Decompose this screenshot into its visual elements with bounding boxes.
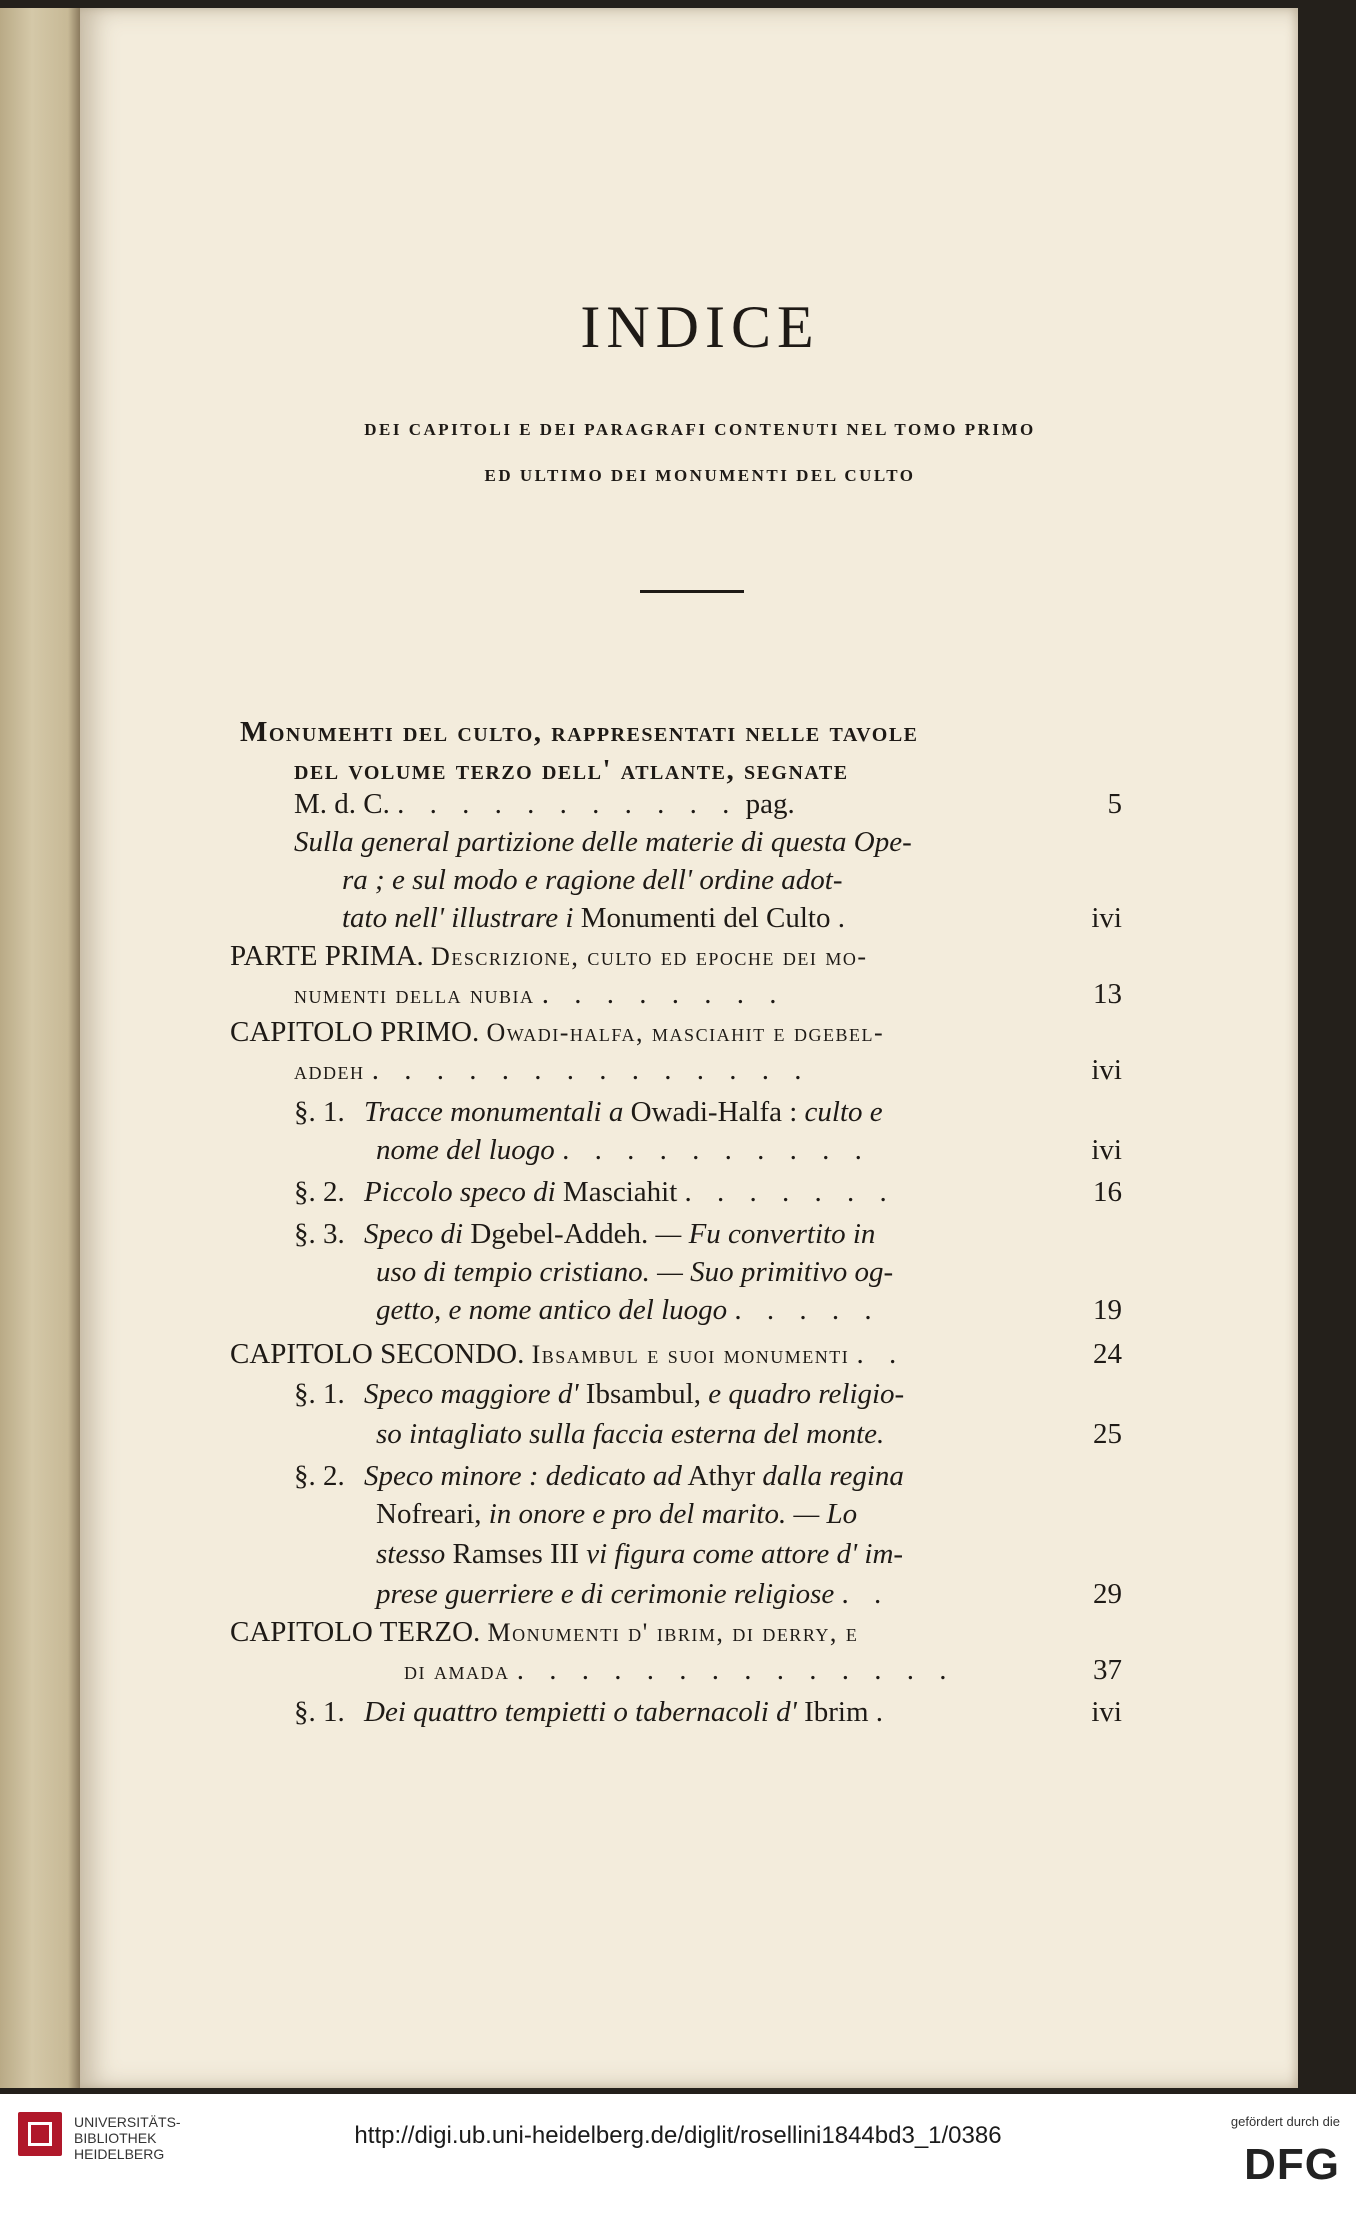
toc-entry-line bbox=[376, 1134, 1122, 1167]
toc-text: prese guerriere e di cerimonie religiose bbox=[376, 1578, 835, 1610]
leader-dots: . . . . . . . . . . . . . . bbox=[516, 1654, 956, 1686]
toc-text: uso di tempio cristiano. — Suo primitivo og- bbox=[376, 1256, 894, 1288]
page-title: INDICE bbox=[580, 294, 820, 360]
toc-entry-line bbox=[294, 1218, 875, 1251]
toc-entry-line bbox=[294, 978, 1122, 1011]
toc-text: Ibsambul e suoi monumenti bbox=[531, 1340, 850, 1369]
toc-text: Nofreari, bbox=[376, 1498, 482, 1530]
subtitle-line-1: DEI CAPITOLI E DEI PARAGRAFI CONTENUTI NEL TOMO PRIMO bbox=[364, 420, 1036, 439]
funding-note: gefördert durch die bbox=[1230, 2114, 1340, 2129]
toc-entry-line bbox=[294, 1378, 904, 1411]
toc-text: Speco minore : dedicato ad bbox=[364, 1460, 682, 1492]
toc-text: Dei quattro tempietti o tabernacoli d' bbox=[364, 1696, 797, 1728]
toc-text: Dgebel-Addeh. bbox=[470, 1218, 649, 1250]
toc-text: Sulla general partizione delle materie di questa Ope- bbox=[294, 826, 912, 858]
toc-text: stesso bbox=[376, 1538, 446, 1570]
leader-dots: . . bbox=[856, 1338, 906, 1370]
leader-dots: . . . . . . . bbox=[684, 1176, 896, 1208]
toc-text: so intagliato sulla faccia esterna del monte. bbox=[376, 1418, 885, 1450]
toc-text: Monumenti del Culto bbox=[580, 902, 831, 934]
toc-entry-line bbox=[294, 754, 849, 787]
page-number: ivi bbox=[1091, 902, 1122, 934]
toc-entry-line bbox=[342, 902, 1122, 935]
toc-entry-line bbox=[294, 788, 1122, 821]
toc-text: Athyr bbox=[687, 1460, 756, 1492]
toc-text: nome del luogo bbox=[376, 1134, 555, 1166]
toc-entry-line bbox=[376, 1294, 1122, 1327]
leader-dots: . bbox=[837, 902, 854, 934]
leader-dots: . . bbox=[841, 1578, 891, 1610]
page-number: ivi bbox=[1091, 1134, 1122, 1166]
toc-heading: CAPITOLO PRIMO. bbox=[230, 1016, 480, 1048]
toc-entry-line bbox=[230, 940, 867, 973]
toc-text: in onore e pro del marito. — Lo bbox=[488, 1498, 858, 1530]
toc-entry-line bbox=[376, 1538, 903, 1571]
toc-heading: Monumehti del culto, rappresentati nelle tavole bbox=[240, 716, 919, 748]
toc-text: e quadro religio- bbox=[708, 1378, 905, 1410]
library-name-line: HEIDELBERG bbox=[74, 2146, 165, 2162]
leader-dots: . . . . . bbox=[734, 1294, 881, 1326]
toc-text: Tracce monumentali a bbox=[364, 1096, 624, 1128]
page bbox=[80, 8, 1298, 2088]
toc-text: Piccolo speco di bbox=[364, 1176, 556, 1208]
toc-text: M. d. C. bbox=[294, 788, 390, 820]
toc-text: Ramses III bbox=[452, 1538, 579, 1570]
section-number: §. 2. bbox=[294, 1460, 345, 1492]
toc-entry-line bbox=[294, 1460, 904, 1493]
section-number: §. 2. bbox=[294, 1176, 345, 1208]
page-number: ivi bbox=[1091, 1696, 1122, 1728]
toc-text: tato nell' illustrare i bbox=[342, 902, 574, 934]
left-page-edge bbox=[0, 8, 80, 2088]
toc-text: Speco maggiore d' bbox=[364, 1378, 579, 1410]
toc-text: di amada bbox=[404, 1656, 510, 1685]
library-name-line: BIBLIOTHEK bbox=[74, 2130, 157, 2146]
section-number: §. 3. bbox=[294, 1218, 345, 1250]
page-number: 13 bbox=[1093, 978, 1122, 1010]
library-name-line: UNIVERSITÄTS- bbox=[74, 2114, 181, 2130]
toc-entry-line bbox=[294, 1696, 1122, 1729]
toc-entry-line bbox=[294, 1054, 1122, 1087]
toc-text: Ibrim bbox=[804, 1696, 869, 1728]
toc-text: Owadi-halfa, masciahit e dgebel- bbox=[486, 1018, 885, 1047]
toc-text: ra ; e sul modo e ragione dell' ordine adot- bbox=[342, 864, 843, 896]
page-number: 16 bbox=[1093, 1176, 1122, 1208]
toc-text: Ibsambul, bbox=[585, 1378, 701, 1410]
page-number: 29 bbox=[1093, 1578, 1122, 1610]
toc-text: culto e bbox=[804, 1096, 883, 1128]
toc-entry-line bbox=[230, 1016, 884, 1049]
section-number: §. 1. bbox=[294, 1696, 345, 1728]
page-number: 37 bbox=[1093, 1654, 1122, 1686]
toc-text: Speco di bbox=[364, 1218, 464, 1250]
toc-entry-line bbox=[376, 1418, 1122, 1451]
toc-text: — Fu convertito in bbox=[655, 1218, 876, 1250]
toc-entry-line bbox=[294, 1096, 883, 1129]
toc-text: Owadi-Halfa : bbox=[630, 1096, 798, 1128]
section-number: §. 1. bbox=[294, 1096, 345, 1128]
subtitle-line-2: ED ULTIMO DEI MONUMENTI DEL CULTO bbox=[484, 466, 916, 485]
toc-entry-line bbox=[230, 1338, 1122, 1371]
leader-dots: . . . . . . . . . . bbox=[562, 1134, 871, 1166]
toc-heading: CAPITOLO SECONDO. bbox=[230, 1338, 525, 1370]
toc-text: Descrizione, culto ed epoche dei mo- bbox=[431, 942, 868, 971]
toc-text: numenti della nubia bbox=[294, 980, 535, 1009]
toc-heading-cont: del volume terzo dell' atlante, segnate bbox=[294, 754, 849, 786]
pag-label: pag. bbox=[745, 788, 795, 820]
leader-dots: . bbox=[875, 1696, 893, 1728]
leader-dots: . . . . . . . . bbox=[541, 978, 786, 1010]
toc-text: Masciahit bbox=[562, 1176, 678, 1208]
toc-entry-line bbox=[342, 864, 842, 897]
toc-entry-line bbox=[230, 1616, 858, 1649]
page-number: 19 bbox=[1093, 1294, 1122, 1326]
toc-entry-line bbox=[376, 1256, 893, 1289]
toc-text: getto, e nome antico del luogo bbox=[376, 1294, 728, 1326]
toc-text: vi figura come attore d' im- bbox=[586, 1538, 904, 1570]
viewer-footer bbox=[0, 2094, 1356, 2216]
section-number: §. 1. bbox=[294, 1378, 345, 1410]
toc-text: Monumenti d' ibrim, di derry, e bbox=[487, 1618, 859, 1647]
leader-dots: . . . . . . . . . . . bbox=[397, 788, 739, 820]
toc-entry-line bbox=[294, 1176, 1122, 1209]
page-number: 5 bbox=[1107, 788, 1122, 820]
toc-entry-line bbox=[404, 1654, 1122, 1687]
toc-text: addeh bbox=[294, 1056, 365, 1085]
toc-text: dalla regina bbox=[762, 1460, 904, 1492]
permalink-url[interactable]: http://digi.ub.uni-heidelberg.de/diglit/rosellini1844bd3_1/0386 bbox=[354, 2122, 1002, 2149]
toc-heading: CAPITOLO TERZO. bbox=[230, 1616, 481, 1648]
divider bbox=[640, 590, 744, 593]
page-number: 25 bbox=[1093, 1418, 1122, 1450]
toc-entry-line bbox=[240, 716, 919, 749]
page-number: 24 bbox=[1093, 1338, 1122, 1370]
leader-dots: . . . . . . . . . . . . . . bbox=[371, 1054, 811, 1086]
page-number: ivi bbox=[1091, 1054, 1122, 1086]
toc-heading: PARTE PRIMA. bbox=[230, 940, 424, 972]
toc-entry-line bbox=[294, 826, 912, 859]
toc-entry-line bbox=[376, 1498, 857, 1531]
toc-entry-line bbox=[376, 1578, 1122, 1611]
dfg-logo: DFG bbox=[1244, 2140, 1340, 2189]
